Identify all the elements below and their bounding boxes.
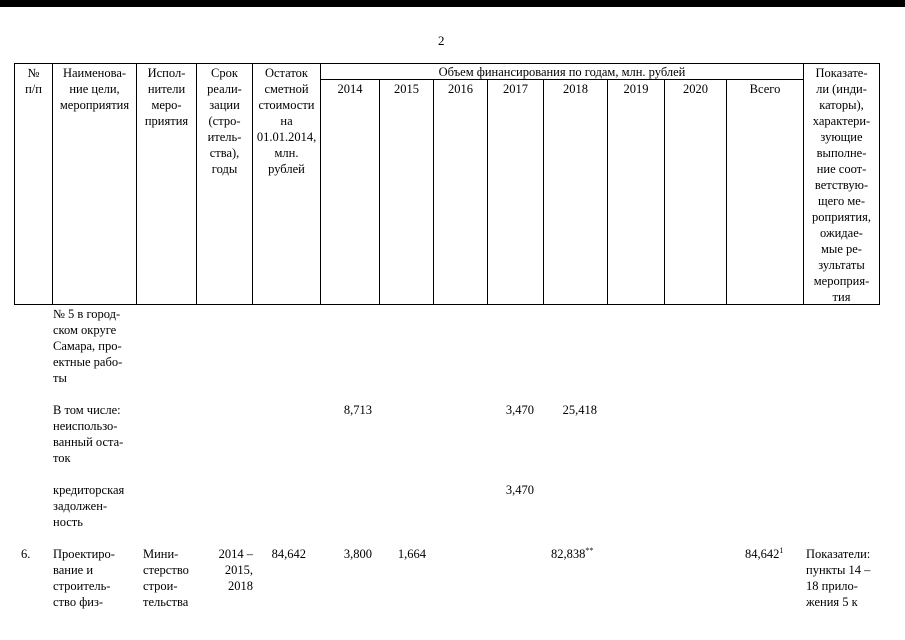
creditor-name: кредиторская задолжен- ность <box>53 483 125 529</box>
item6-term: 2014 – 2015, 2018 <box>218 547 253 593</box>
header-year-2016: 2016 <box>448 82 473 96</box>
item6-name: Проектиро- вание и строитель- ство физ- <box>53 547 115 609</box>
item6-2018-value: 82,838 <box>551 547 586 561</box>
item6-indicators: Показатели: пункты 14 – 18 прило- жения 5 к <box>806 547 871 609</box>
item6-2015: 1,664 <box>397 547 426 561</box>
header-term: Срок реали- зации (стро- итель- ства), годы <box>207 66 242 176</box>
including-2014: 8,713 <box>343 403 372 417</box>
header-number: № п/п <box>25 66 42 96</box>
item6-2014: 3,800 <box>343 547 372 561</box>
header-indicators: Показате- ли (инди- каторы), характери- зующие выполне- ние соот- ветствую- щего ме- роприятия, ожидае- мые ре- зультаты мероприя- тия <box>812 66 871 304</box>
header-year-2014: 2014 <box>337 82 363 96</box>
item6-number: 6. <box>21 547 31 561</box>
header-year-2017: 2017 <box>503 82 528 96</box>
header-total: Всего <box>749 82 781 96</box>
scan-top-border <box>0 0 905 7</box>
item6-executor: Мини- стерство строи- тельства <box>143 547 189 609</box>
page-number: 2 <box>438 33 445 48</box>
creditor-2017: 3,470 <box>505 483 534 497</box>
including-name: В том числе: неиспользо- ванный оста- ток <box>53 403 124 465</box>
header-name: Наименова- ние цели, мероприятия <box>59 66 130 112</box>
item6-2018-note: ** <box>585 545 594 555</box>
including-2018: 25,418 <box>562 403 597 417</box>
header-year-2020: 2020 <box>683 82 708 96</box>
item6-2018 <box>551 546 611 562</box>
header-funding-title: Объем финансирования по годам, млн. рублей <box>438 65 686 79</box>
header-year-2018: 2018 <box>563 82 588 96</box>
item6-remaining-cost: 84,642 <box>271 547 306 561</box>
item6-total-note: 1 <box>779 545 784 555</box>
header-executors: Испол- нители меро- приятия <box>144 66 189 128</box>
item6-total <box>745 546 805 562</box>
including-2017: 3,470 <box>505 403 534 417</box>
header-table <box>14 63 880 305</box>
header-remaining-cost: Остаток сметной стоимости на 01.01.2014, млн. рублей <box>256 66 317 176</box>
item6-total-value: 84,642 <box>745 547 780 561</box>
header-year-2019: 2019 <box>623 82 649 96</box>
continuation-name: № 5 в город- ском округе Самара, про- ектные рабо- ты <box>53 307 123 385</box>
header-year-2015: 2015 <box>394 82 419 96</box>
